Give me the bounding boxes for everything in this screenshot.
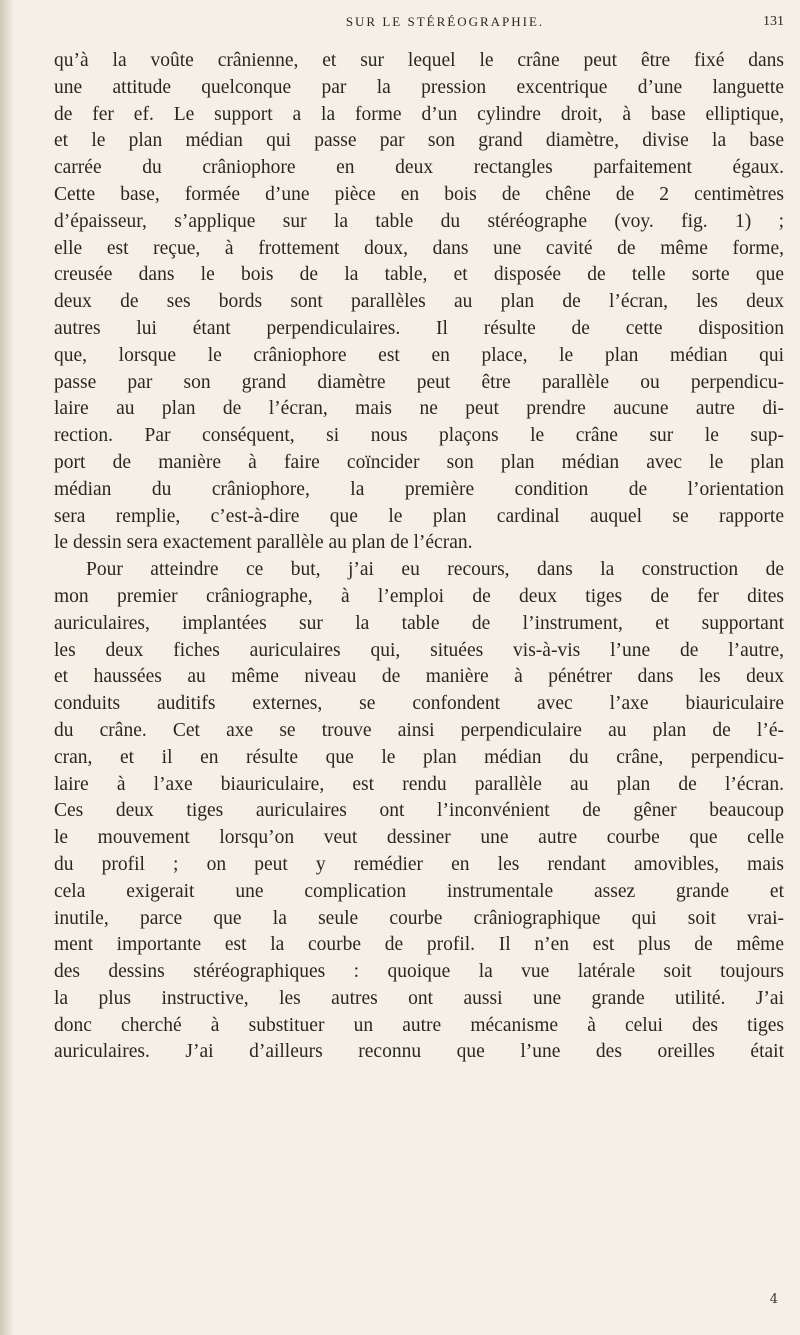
text-line: le dessin sera exactement parallèle au plan de l’écran. bbox=[54, 532, 473, 554]
text-line: laire à l’axe biauriculaire, est rendu parallèle au plan de l’écran. bbox=[54, 773, 784, 795]
text-line: cran, et il en résulte que le plan médian du crâne, perpendicu- bbox=[54, 746, 784, 768]
paragraph bbox=[54, 48, 784, 557]
margin-mark: 4 bbox=[769, 1292, 778, 1307]
text-line: les deux fiches auriculaires qui, situées vis-à-vis l’une de l’autre, bbox=[54, 639, 784, 661]
text-line: le mouvement lorsqu’on veut dessiner une autre courbe que celle bbox=[54, 827, 784, 849]
paragraph bbox=[54, 557, 784, 1066]
text-line: Cette base, formée d’une pièce en bois de chêne de 2 centimètres bbox=[54, 183, 784, 205]
text-line: passe par son grand diamètre peut être parallèle ou perpendicu- bbox=[54, 371, 784, 393]
text-line: port de manière à faire coïncider son plan médian avec le plan bbox=[54, 451, 784, 473]
text-line: deux de ses bords sont parallèles au plan de l’écran, les deux bbox=[54, 291, 784, 313]
text-line: du profil ; on peut y remédier en les rendant amovibles, mais bbox=[54, 853, 784, 875]
text-line: cela exigerait une complication instrumentale assez grande et bbox=[54, 880, 784, 902]
text-line: inutile, parce que la seule courbe crâniographique qui soit vrai- bbox=[54, 907, 784, 929]
text-line: Ces deux tiges auriculaires ont l’inconvénient de gêner beaucoup bbox=[54, 800, 784, 822]
text-line: Pour atteindre ce but, j’ai eu recours, dans la construction de bbox=[86, 559, 784, 581]
text-line: et le plan médian qui passe par son grand diamètre, divise la base bbox=[54, 130, 784, 152]
page-number: 131 bbox=[763, 14, 784, 29]
text-line: conduits auditifs externes, se confondent avec l’axe biauriculaire bbox=[54, 693, 784, 715]
text-line: que, lorsque le crâniophore est en place, le plan médian qui bbox=[54, 344, 784, 366]
text-line: donc cherché à substituer un autre mécanisme à celui des tiges bbox=[54, 1014, 784, 1036]
text-line: auriculaires. J’ai d’ailleurs reconnu que l’une des oreilles était bbox=[54, 1041, 784, 1063]
text-line: carrée du crâniophore en deux rectangles parfaitement égaux. bbox=[54, 157, 784, 179]
text-line: rection. Par conséquent, si nous plaçons le crâne sur le sup- bbox=[54, 425, 784, 447]
text-line: une attitude quelconque par la pression excentrique d’une languette bbox=[54, 76, 784, 98]
text-line: autres lui étant perpendiculaires. Il résulte de cette disposition bbox=[54, 317, 784, 339]
text-line: auriculaires, implantées sur la table de l’instrument, et supportant bbox=[54, 612, 784, 634]
text-line: médian du crâniophore, la première condition de l’orientation bbox=[54, 478, 784, 500]
text-line: d’épaisseur, s’applique sur la table du stéréographe (voy. fig. 1) ; bbox=[54, 210, 784, 232]
text-line: de fer ef. Le support a la forme d’un cylindre droit, à base elliptique, bbox=[54, 103, 784, 125]
text-line: elle est reçue, à frottement doux, dans une cavité de même forme, bbox=[54, 237, 784, 259]
text-line: sera remplie, c’est-à-dire que le plan cardinal auquel se rapporte bbox=[54, 505, 784, 527]
running-title: SUR LE STÉRÉOGRAPHIE. bbox=[345, 14, 545, 29]
body-text bbox=[54, 48, 784, 1066]
binding-shadow bbox=[0, 0, 14, 1335]
text-line: des dessins stéréographiques : quoique la vue latérale soit toujours bbox=[54, 961, 784, 983]
text-line: creusée dans le bois de la table, et disposée de telle sorte que bbox=[54, 264, 784, 286]
text-line: ment importante est la courbe de profil. Il n’en est plus de même bbox=[54, 934, 784, 956]
text-line: laire au plan de l’écran, mais ne peut prendre aucune autre di- bbox=[54, 398, 784, 420]
text-line: la plus instructive, les autres ont aussi une grande utilité. J’ai bbox=[54, 987, 784, 1009]
text-line: mon premier crâniographe, à l’emploi de deux tiges de fer dites bbox=[54, 585, 784, 607]
text-line: et haussées au même niveau de manière à pénétrer dans les deux bbox=[54, 666, 784, 688]
text-line: du crâne. Cet axe se trouve ainsi perpendiculaire au plan de l’é- bbox=[54, 719, 784, 741]
running-head bbox=[106, 14, 784, 38]
text-line: qu’à la voûte crânienne, et sur lequel le crâne peut être fixé dans bbox=[54, 50, 784, 71]
